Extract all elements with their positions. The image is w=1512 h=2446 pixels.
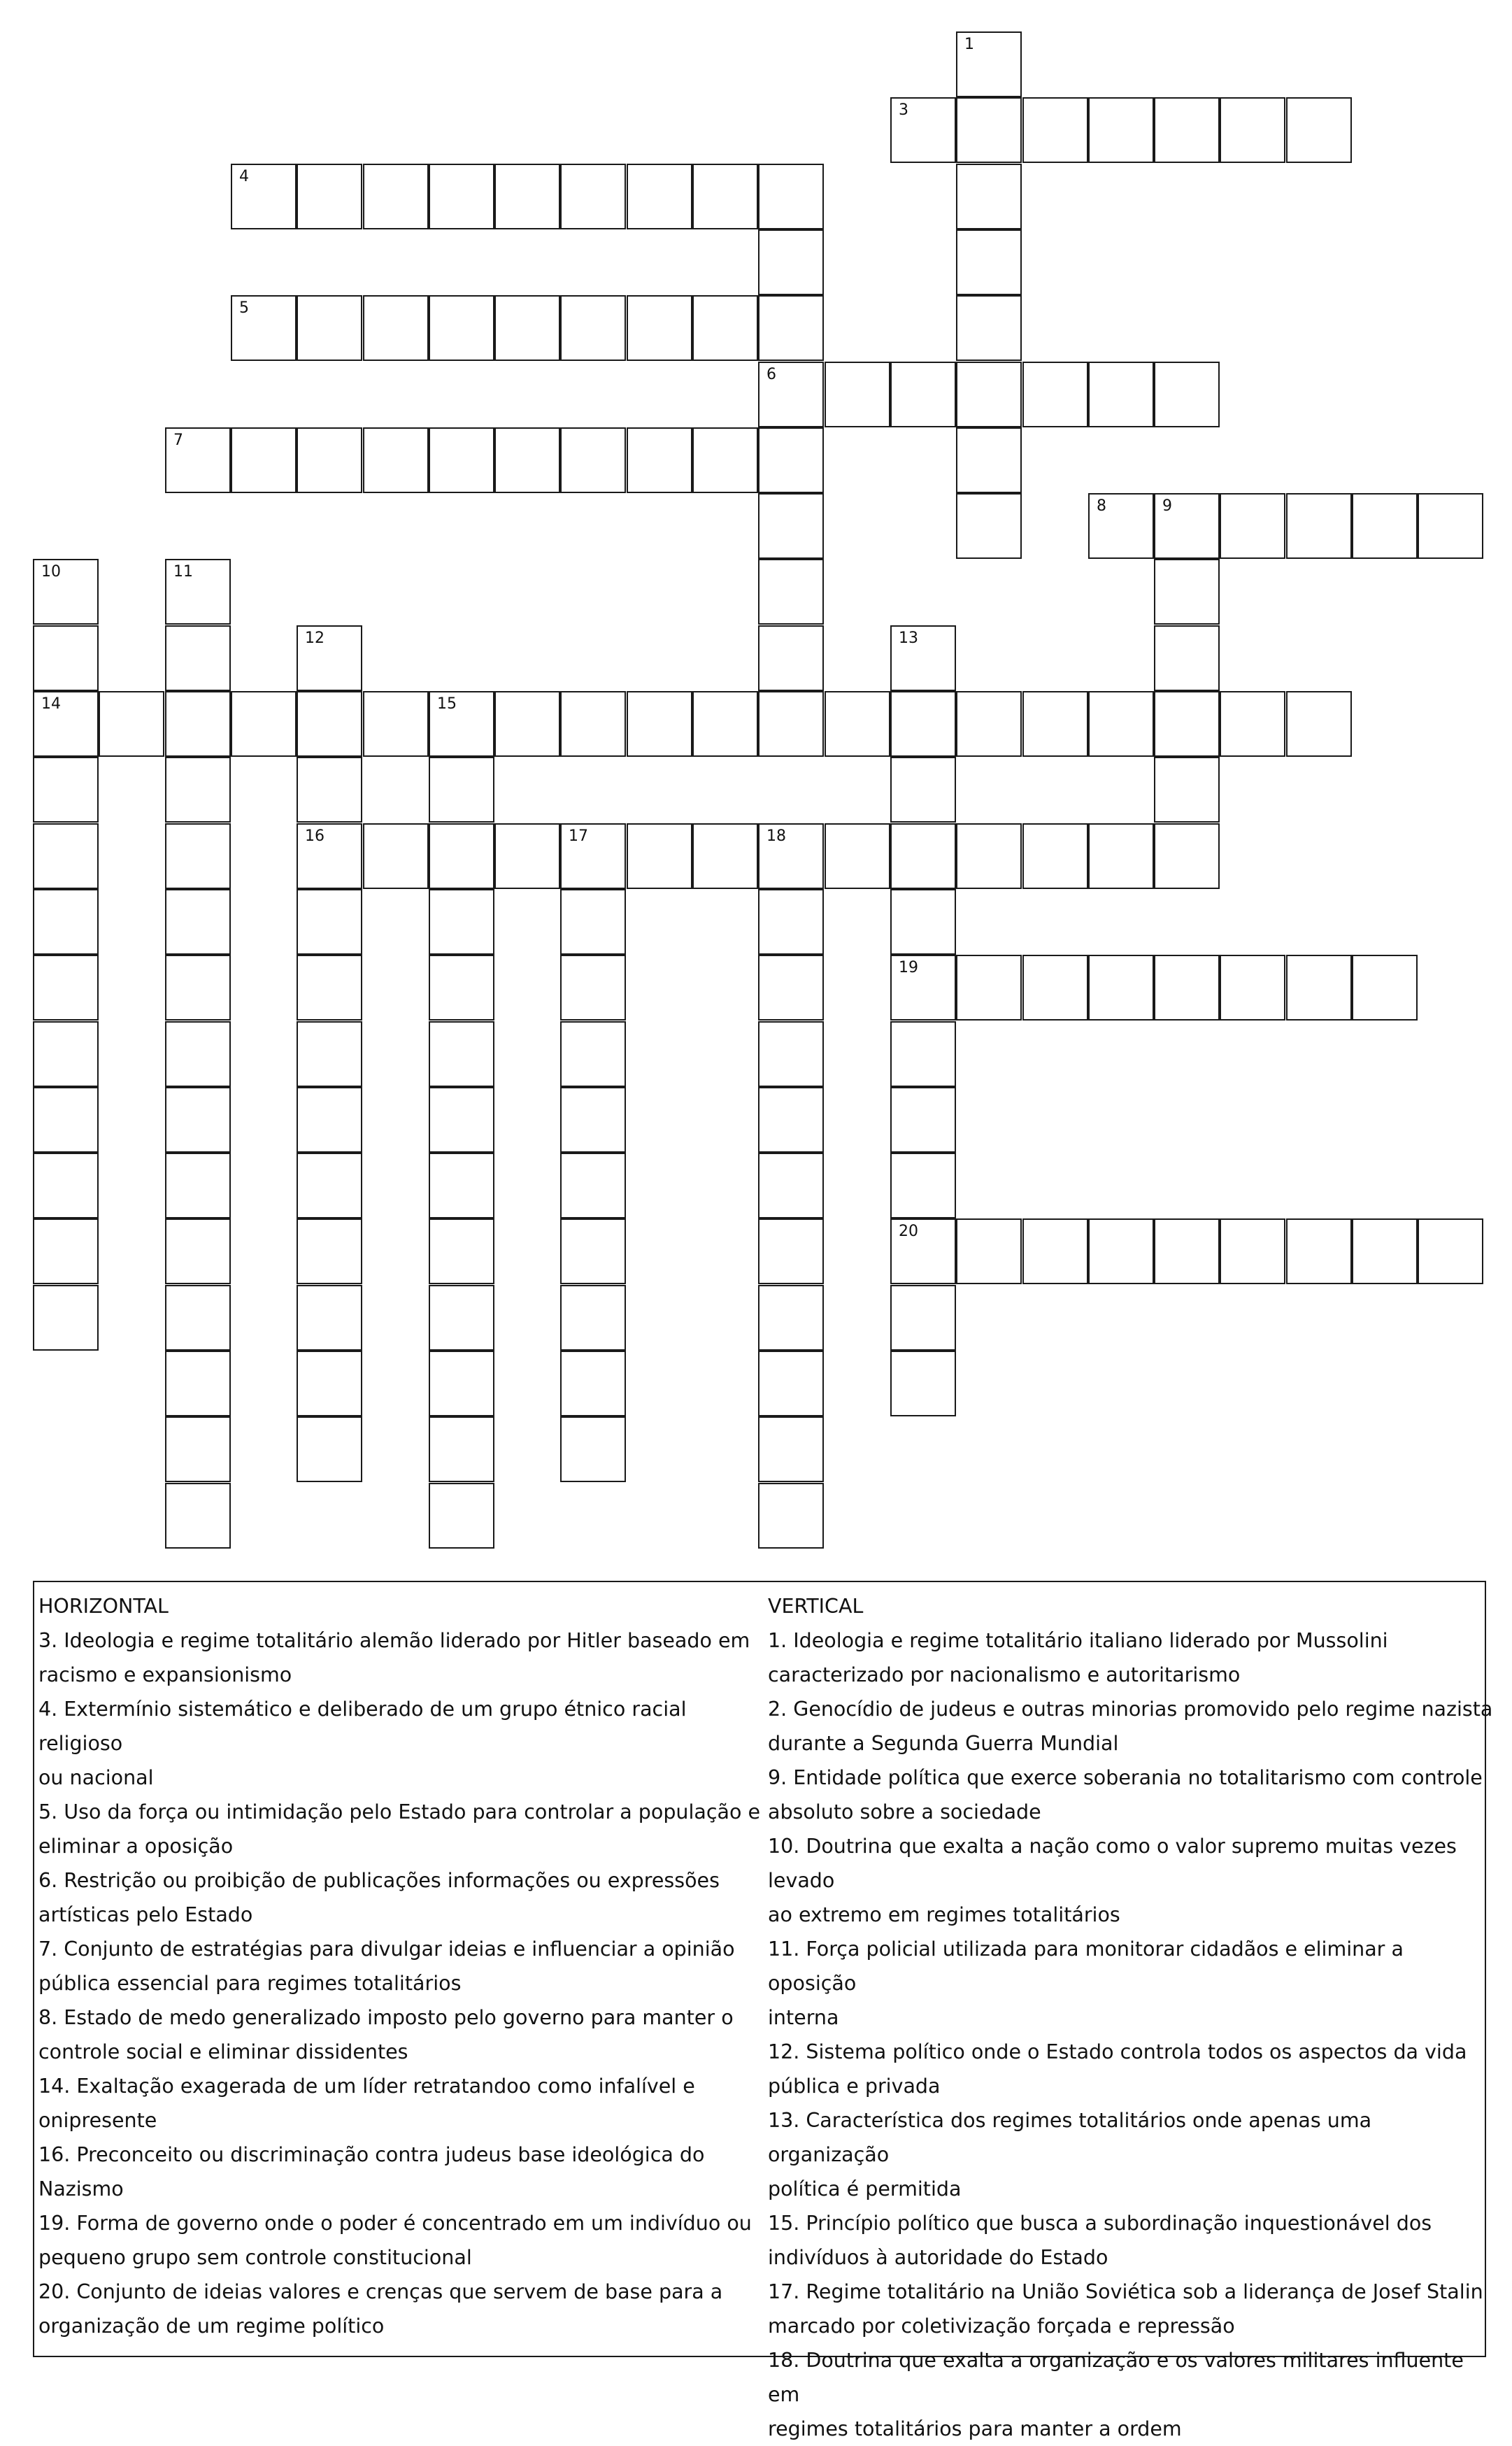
crossword-cell[interactable]	[165, 1153, 231, 1218]
crossword-cell[interactable]	[429, 295, 494, 361]
crossword-cell[interactable]	[758, 1351, 824, 1416]
vertical-clue-line: 1. Ideologia e regime totalitário italiano liderado por Mussolini	[768, 1629, 1388, 1652]
crossword-cell[interactable]	[429, 1087, 494, 1153]
crossword-cell[interactable]	[429, 889, 494, 955]
horizontal-clue-line: pequeno grupo sem controle constitucional	[38, 2246, 472, 2269]
vertical-clue-line: durante a Segunda Guerra Mundial	[768, 1732, 1119, 1755]
crossword-cell[interactable]	[429, 164, 494, 229]
crossword-cell[interactable]	[692, 691, 758, 757]
crossword-cell[interactable]	[494, 823, 560, 889]
crossword-cell[interactable]	[560, 1218, 626, 1284]
crossword-cell[interactable]	[165, 955, 231, 1021]
crossword-cell[interactable]	[429, 1218, 494, 1284]
crossword-cell[interactable]	[758, 1153, 824, 1218]
crossword-cell[interactable]	[429, 1351, 494, 1416]
crossword-cell[interactable]	[825, 823, 890, 889]
vertical-clue-line: regimes totalitários para manter a ordem	[768, 2417, 1182, 2440]
crossword-cell[interactable]	[297, 955, 362, 1021]
horizontal-clue-line: pública essencial para regimes totalitários	[38, 1972, 462, 1995]
crossword-cell[interactable]	[165, 427, 231, 493]
vertical-clue-line: 10. Doutrina que exalta a nação como o valor supremo muitas vezes levado	[768, 1835, 1457, 1892]
crossword-cell[interactable]	[297, 1351, 362, 1416]
horizontal-clue-line: 16. Preconceito ou discriminação contra judeus base ideológica do Nazismo	[38, 2143, 705, 2200]
crossword-cell[interactable]	[1088, 97, 1154, 163]
crossword-cell[interactable]	[33, 955, 99, 1021]
vertical-clue-line: 9. Entidade política que exerce soberania no totalitarismo com controle	[768, 1766, 1483, 1789]
crossword-cell[interactable]	[1220, 1218, 1285, 1284]
crossword-cell[interactable]	[758, 691, 824, 757]
crossword-cell[interactable]	[33, 691, 99, 757]
vertical-clue-line: pública e privada	[768, 2075, 941, 2098]
crossword-cell[interactable]	[1088, 691, 1154, 757]
crossword-cell[interactable]	[1022, 362, 1088, 427]
crossword-cell[interactable]	[560, 1416, 626, 1482]
crossword-cell[interactable]	[627, 164, 692, 229]
crossword-cell[interactable]	[1022, 691, 1088, 757]
crossword-cell[interactable]	[33, 889, 99, 955]
crossword-cell[interactable]	[956, 691, 1022, 757]
crossword-cell[interactable]	[1286, 493, 1352, 559]
crossword-cell[interactable]	[560, 427, 626, 493]
crossword-cell[interactable]	[297, 1218, 362, 1284]
crossword-cell[interactable]	[297, 691, 362, 757]
crossword-cell[interactable]	[890, 625, 956, 691]
crossword-cell[interactable]	[627, 427, 692, 493]
crossword-cell[interactable]	[825, 691, 890, 757]
crossword-cell[interactable]	[297, 295, 362, 361]
vertical-clue-line: 17. Regime totalitário na União Soviética sob a liderança de Josef Stalin	[768, 2280, 1483, 2303]
horizontal-clue-line: 14. Exaltação exagerada de um líder retratandoo como infalível e	[38, 2075, 695, 2098]
crossword-cell[interactable]	[99, 691, 164, 757]
crossword-cell[interactable]	[363, 295, 429, 361]
crossword-cell[interactable]	[758, 1285, 824, 1351]
clue-number: 14	[41, 695, 61, 713]
crossword-cell[interactable]	[429, 1153, 494, 1218]
horizontal-clue-line: ou nacional	[38, 1766, 154, 1789]
crossword-cell[interactable]	[956, 295, 1022, 361]
crossword-cell[interactable]	[692, 295, 758, 361]
crossword-cell[interactable]	[33, 1285, 99, 1351]
crossword-cell[interactable]	[429, 823, 494, 889]
crossword-cell[interactable]	[956, 97, 1022, 163]
clue-number: 5	[239, 299, 249, 317]
crossword-cell[interactable]	[1220, 493, 1285, 559]
crossword-cell[interactable]	[165, 889, 231, 955]
vertical-clue-line: 13. Característica dos regimes totalitários onde apenas uma organização	[768, 2109, 1372, 2166]
vertical-clue-line: indivíduos à autoridade do Estado	[768, 2246, 1108, 2269]
horizontal-clue-line: 3. Ideologia e regime totalitário alemão liderado por Hitler baseado em	[38, 1629, 750, 1652]
crossword-cell[interactable]	[297, 1153, 362, 1218]
vertical-clue-line: 15. Princípio político que busca a subordinação inquestionável dos	[768, 2212, 1432, 2235]
clue-number: 4	[239, 168, 249, 185]
crossword-cell[interactable]	[560, 1021, 626, 1087]
crossword-cell[interactable]	[956, 1218, 1022, 1284]
crossword-cell[interactable]	[956, 493, 1022, 559]
crossword-cell[interactable]	[890, 1153, 956, 1218]
clue-number: 11	[173, 563, 193, 581]
crossword-cell[interactable]	[890, 1087, 956, 1153]
crossword-cell[interactable]	[1220, 955, 1285, 1021]
crossword-cell[interactable]	[429, 1483, 494, 1549]
crossword-cell[interactable]	[494, 164, 560, 229]
crossword-cell[interactable]	[494, 295, 560, 361]
crossword-cell[interactable]	[1286, 97, 1352, 163]
horizontal-clue-line: artísticas pelo Estado	[38, 1903, 253, 1926]
crossword-cell[interactable]	[758, 362, 824, 427]
crossword-cell[interactable]	[297, 889, 362, 955]
crossword-cell[interactable]	[890, 362, 956, 427]
crossword-cell[interactable]	[33, 625, 99, 691]
crossword-cell[interactable]	[1022, 823, 1088, 889]
clue-number: 8	[1097, 497, 1106, 515]
crossword-cell[interactable]	[560, 823, 626, 889]
crossword-cell[interactable]	[165, 1483, 231, 1549]
crossword-cell[interactable]	[1088, 823, 1154, 889]
crossword-cell[interactable]	[758, 1483, 824, 1549]
clue-number: 10	[41, 563, 61, 581]
horizontal-clue-line: onipresente	[38, 2109, 157, 2132]
crossword-cell[interactable]	[758, 427, 824, 493]
crossword-cell[interactable]	[1088, 955, 1154, 1021]
crossword-cell[interactable]	[165, 625, 231, 691]
crossword-cell[interactable]	[1154, 97, 1220, 163]
crossword-cell[interactable]	[890, 889, 956, 955]
vertical-clue-line: 11. Força policial utilizada para monitorar cidadãos e eliminar a oposição	[768, 1937, 1404, 1995]
vertical-clues	[768, 1589, 1495, 2446]
crossword-cell[interactable]	[890, 1351, 956, 1416]
crossword-cell[interactable]	[165, 691, 231, 757]
horizontal-clue-line: controle social e eliminar dissidentes	[38, 2040, 408, 2063]
vertical-clue-line: marcado por coletivização forçada e repressão	[768, 2315, 1235, 2338]
clue-number: 19	[899, 959, 918, 976]
clue-number: 6	[766, 366, 776, 383]
crossword-cell[interactable]	[758, 1416, 824, 1482]
vertical-clue-line: ao extremo em regimes totalitários	[768, 1903, 1120, 1926]
crossword-cell[interactable]	[956, 31, 1022, 97]
crossword-cell[interactable]	[363, 164, 429, 229]
clue-number: 1	[964, 36, 974, 53]
crossword-cell[interactable]	[956, 823, 1022, 889]
crossword-cell[interactable]	[560, 1351, 626, 1416]
crossword-cell[interactable]	[33, 559, 99, 625]
crossword-cell[interactable]	[890, 691, 956, 757]
clue-number: 7	[173, 432, 183, 449]
crossword-cell[interactable]	[1220, 97, 1285, 163]
crossword-cell[interactable]	[231, 295, 297, 361]
clue-number: 17	[569, 827, 588, 845]
crossword-cell[interactable]	[758, 493, 824, 559]
crossword-cell[interactable]	[1022, 97, 1088, 163]
crossword-cell[interactable]	[560, 164, 626, 229]
crossword-cell[interactable]	[758, 559, 824, 625]
vertical-clue-line: 2. Genocídio de judeus e outras minorias promovido pelo regime nazista	[768, 1698, 1493, 1721]
vertical-clue-list	[768, 1623, 1495, 2446]
crossword-cell[interactable]	[33, 1087, 99, 1153]
crossword-cell[interactable]	[1418, 493, 1483, 559]
crossword-cell[interactable]	[560, 1153, 626, 1218]
crossword-cell[interactable]	[956, 362, 1022, 427]
crossword-cell[interactable]	[1154, 1218, 1220, 1284]
crossword-cell[interactable]	[758, 229, 824, 295]
crossword-cell[interactable]	[429, 1285, 494, 1351]
crossword-cell[interactable]	[758, 823, 824, 889]
clues-box	[33, 1581, 1493, 2440]
vertical-clue-line: interna	[768, 2006, 839, 2029]
vertical-clue-line: absoluto sobre a sociedade	[768, 1800, 1041, 1823]
crossword-cell[interactable]	[297, 427, 362, 493]
crossword-cell[interactable]	[1154, 691, 1220, 757]
crossword-cell[interactable]	[1352, 955, 1418, 1021]
crossword-cell[interactable]	[627, 823, 692, 889]
crossword-cell[interactable]	[956, 955, 1022, 1021]
crossword-cell[interactable]	[758, 295, 824, 361]
crossword-cell[interactable]	[429, 691, 494, 757]
crossword-cell[interactable]	[363, 691, 429, 757]
crossword-cell[interactable]	[429, 1416, 494, 1482]
horizontal-clue-line: 7. Conjunto de estratégias para divulgar ideias e influenciar a opinião	[38, 1937, 735, 1961]
crossword-cell[interactable]	[297, 757, 362, 823]
crossword-cell[interactable]	[1154, 362, 1220, 427]
horizontal-clue-line: 6. Restrição ou proibição de publicações informações ou expressões	[38, 1869, 720, 1892]
crossword-cell[interactable]	[758, 1087, 824, 1153]
crossword-cell[interactable]	[33, 757, 99, 823]
crossword-cell[interactable]	[429, 427, 494, 493]
crossword-cell[interactable]	[231, 691, 297, 757]
crossword-cell[interactable]	[560, 889, 626, 955]
crossword-cell[interactable]	[297, 164, 362, 229]
crossword-cell[interactable]	[33, 1021, 99, 1087]
crossword-cell[interactable]	[890, 955, 956, 1021]
crossword-cell[interactable]	[165, 823, 231, 889]
crossword-cell[interactable]	[165, 1021, 231, 1087]
crossword-cell[interactable]	[297, 1416, 362, 1482]
horizontal-clue-line: 19. Forma de governo onde o poder é concentrado em um indivíduo ou	[38, 2212, 752, 2235]
crossword-cell[interactable]	[1352, 1218, 1418, 1284]
crossword-cell[interactable]	[1352, 493, 1418, 559]
horizontal-clue-line: 4. Extermínio sistemático e deliberado de um grupo étnico racial religioso	[38, 1698, 687, 1755]
crossword-cell[interactable]	[560, 295, 626, 361]
crossword-cell[interactable]	[165, 757, 231, 823]
crossword-cell[interactable]	[1286, 691, 1352, 757]
crossword-cell[interactable]	[363, 823, 429, 889]
horizontal-clues	[38, 1589, 766, 2343]
crossword-cell[interactable]	[363, 427, 429, 493]
crossword-cell[interactable]	[429, 1021, 494, 1087]
crossword-cell[interactable]	[956, 164, 1022, 229]
crossword-cell[interactable]	[758, 625, 824, 691]
crossword-cell[interactable]	[1022, 955, 1088, 1021]
crossword-cell[interactable]	[758, 955, 824, 1021]
crossword-cell[interactable]	[890, 823, 956, 889]
horizontal-clue-line: 8. Estado de medo generalizado imposto pelo governo para manter o	[38, 2006, 734, 2029]
crossword-cell[interactable]	[890, 97, 956, 163]
vertical-clue-line: 12. Sistema político onde o Estado controla todos os aspectos da vida	[768, 2040, 1467, 2063]
crossword-cell[interactable]	[890, 1021, 956, 1087]
crossword-cell[interactable]	[165, 1285, 231, 1351]
crossword-cell[interactable]	[560, 1087, 626, 1153]
crossword-cell[interactable]	[890, 757, 956, 823]
crossword-cell[interactable]	[297, 1285, 362, 1351]
crossword-cell[interactable]	[560, 955, 626, 1021]
clue-number: 12	[305, 630, 324, 647]
crossword-cell[interactable]	[231, 427, 297, 493]
crossword-cell[interactable]	[297, 823, 362, 889]
clue-number: 9	[1162, 497, 1172, 515]
clue-number: 13	[899, 630, 918, 647]
crossword-cell[interactable]	[890, 1285, 956, 1351]
horizontal-clue-line: 5. Uso da força ou intimidação pelo Estado para controlar a população e	[38, 1800, 761, 1823]
crossword-cell[interactable]	[1154, 559, 1220, 625]
crossword-cell[interactable]	[560, 1285, 626, 1351]
horizontal-clue-line: 20. Conjunto de ideias valores e crenças que servem de base para a	[38, 2280, 723, 2303]
horizontal-clue-list	[38, 1623, 766, 2343]
crossword-cell[interactable]	[297, 625, 362, 691]
crossword-cell[interactable]	[627, 295, 692, 361]
crossword-cell[interactable]	[33, 1218, 99, 1284]
crossword-cell[interactable]	[1022, 1218, 1088, 1284]
vertical-clue-line: caracterizado por nacionalismo e autoritarismo	[768, 1663, 1241, 1686]
crossword-cell[interactable]	[1154, 955, 1220, 1021]
crossword-cell[interactable]	[1286, 1218, 1352, 1284]
crossword-cell[interactable]	[758, 164, 824, 229]
crossword-cell[interactable]	[1154, 625, 1220, 691]
crossword-cell[interactable]	[494, 691, 560, 757]
crossword-cell[interactable]	[165, 1416, 231, 1482]
crossword-cell[interactable]	[1088, 493, 1154, 559]
crossword-cell[interactable]	[33, 823, 99, 889]
vertical-clue-line: 18. Doutrina que exalta a organização e os valores militares influente em	[768, 2349, 1464, 2406]
crossword-cell[interactable]	[429, 955, 494, 1021]
crossword-cell[interactable]	[627, 691, 692, 757]
crossword-cell[interactable]	[165, 1087, 231, 1153]
crossword-cell[interactable]	[1220, 691, 1285, 757]
crossword-cell[interactable]	[825, 362, 890, 427]
crossword-cell[interactable]	[890, 1218, 956, 1284]
crossword-cell[interactable]	[956, 229, 1022, 295]
crossword-cell[interactable]	[231, 164, 297, 229]
horizontal-clue-line: eliminar a oposição	[38, 1835, 234, 1858]
crossword-cell[interactable]	[429, 757, 494, 823]
vertical-heading: VERTICAL	[768, 1595, 864, 1618]
crossword-cell[interactable]	[1154, 493, 1220, 559]
crossword-cell[interactable]	[165, 1351, 231, 1416]
clue-number: 18	[766, 827, 786, 845]
crossword-cell[interactable]	[297, 1021, 362, 1087]
horizontal-heading: HORIZONTAL	[38, 1595, 169, 1618]
crossword-cell[interactable]	[165, 559, 231, 625]
horizontal-clue-line: racismo e expansionismo	[38, 1663, 292, 1686]
crossword-cell[interactable]	[1088, 362, 1154, 427]
horizontal-clue-line: organização de um regime político	[38, 2315, 385, 2338]
crossword-cell[interactable]	[758, 1021, 824, 1087]
clue-number: 20	[899, 1223, 918, 1240]
clue-number: 16	[305, 827, 324, 845]
crossword-cell[interactable]	[692, 427, 758, 493]
crossword-cell[interactable]	[1088, 1218, 1154, 1284]
crossword-cell[interactable]	[692, 164, 758, 229]
crossword-cell[interactable]	[33, 1153, 99, 1218]
crossword-cell[interactable]	[494, 427, 560, 493]
crossword-cell[interactable]	[758, 889, 824, 955]
crossword-cell[interactable]	[297, 1087, 362, 1153]
crossword-cell[interactable]	[560, 691, 626, 757]
clue-number: 3	[899, 101, 908, 119]
crossword-cell[interactable]	[692, 823, 758, 889]
crossword-cell[interactable]	[1154, 823, 1220, 889]
crossword-cell[interactable]	[1418, 1218, 1483, 1284]
crossword-cell[interactable]	[165, 1218, 231, 1284]
crossword-cell[interactable]	[1286, 955, 1352, 1021]
crossword-cell[interactable]	[758, 1218, 824, 1284]
crossword-cell[interactable]	[956, 427, 1022, 493]
crossword-cell[interactable]	[1154, 757, 1220, 823]
clue-number: 15	[437, 695, 457, 713]
vertical-clue-line: política é permitida	[768, 2177, 962, 2200]
